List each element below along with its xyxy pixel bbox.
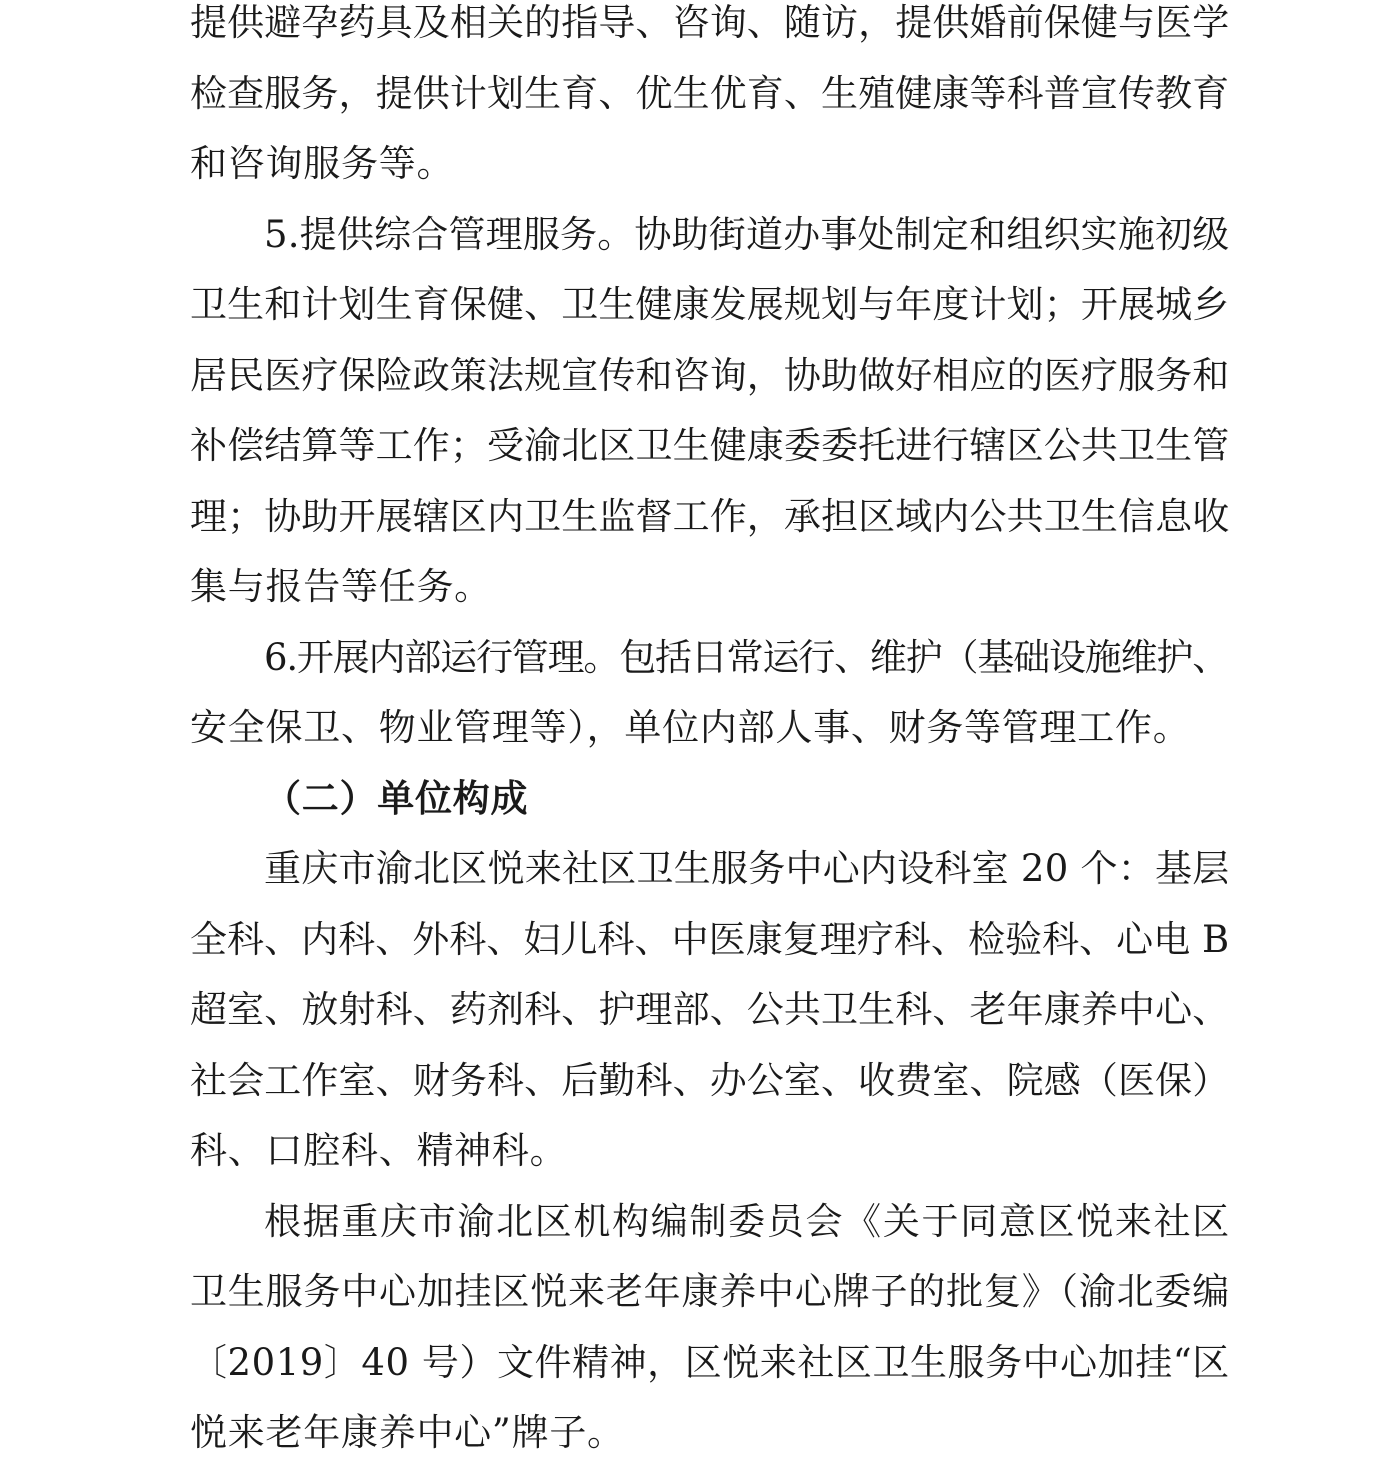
text-line: 科、口腔科、精神科。 bbox=[190, 1129, 568, 1172]
heading-text: （二）单位构成 bbox=[264, 776, 529, 820]
paragraph-approval bbox=[190, 1187, 1230, 1469]
text-line: 全科、内科、外科、妇儿科、中医康复理疗科、检验科、心电 B bbox=[190, 917, 1230, 961]
document-body bbox=[190, 0, 1230, 1469]
paragraph-composition bbox=[190, 834, 1230, 1187]
text-line: 检查服务，提供计划生育、优生优育、生殖健康等科普宣传教育 bbox=[190, 71, 1230, 115]
section-heading bbox=[190, 764, 1230, 835]
text-line: 重庆市渝北区悦来社区卫生服务中心内设科室 20 个：基层 bbox=[264, 847, 1230, 890]
text-line: 卫生和计划生育保健、卫生健康发展规划与年度计划；开展城乡 bbox=[190, 283, 1230, 326]
text-line: 6.开展内部运行管理。包括日常运行、维护（基础设施维护、 bbox=[264, 635, 1229, 679]
text-line: 居民医疗保险政策法规宣传和咨询，协助做好相应的医疗服务和 bbox=[190, 353, 1230, 397]
text-line: 提供避孕药具及相关的指导、咨询、随访，提供婚前保健与医学 bbox=[190, 1, 1230, 44]
text-line: 补偿结算等工作；受渝北区卫生健康委委托进行辖区公共卫生管 bbox=[190, 424, 1230, 467]
text-line: 集与报告等任务。 bbox=[190, 565, 492, 608]
paragraph-item-6 bbox=[190, 623, 1230, 764]
text-line: 根据重庆市渝北区机构编制委员会《关于同意区悦来社区 bbox=[264, 1199, 1231, 1243]
text-line: 〔2019〕40 号）文件精神，区悦来社区卫生服务中心加挂“区 bbox=[190, 1340, 1230, 1384]
text-line: 悦来老年康养中心”牌子。 bbox=[190, 1411, 625, 1454]
text-line: 卫生服务中心加挂区悦来老年康养中心牌子的批复》（渝北委编 bbox=[190, 1270, 1231, 1313]
text-line: 超室、放射科、药剂科、护理部、公共卫生科、老年康养中心、 bbox=[190, 988, 1230, 1031]
text-line: 和咨询服务等。 bbox=[190, 142, 455, 185]
text-line: 社会工作室、财务科、后勤科、办公室、收费室、院感（医保） bbox=[190, 1058, 1230, 1102]
text-line: 5.提供综合管理服务。协助街道办事处制定和组织实施初级 bbox=[264, 212, 1230, 256]
text-line: 安全保卫、物业管理等），单位内部人事、财务等管理工作。 bbox=[190, 706, 1191, 749]
paragraph-continued bbox=[190, 0, 1230, 200]
paragraph-item-5 bbox=[190, 200, 1230, 623]
text-line: 理；协助开展辖区内卫生监督工作，承担区域内公共卫生信息收 bbox=[190, 494, 1230, 538]
